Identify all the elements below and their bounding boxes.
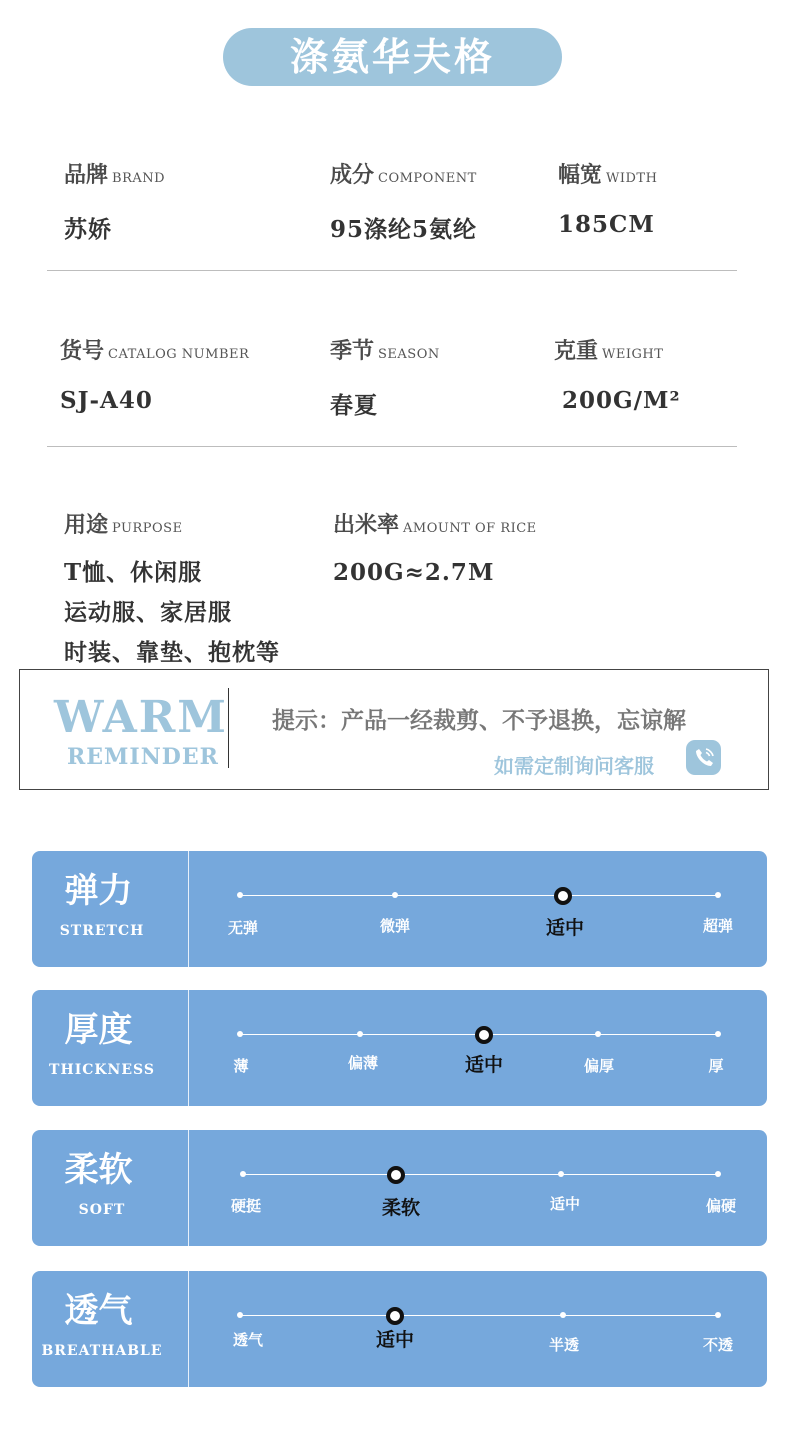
page-title: 涤氨华夫格 bbox=[223, 28, 562, 86]
spec-label-en: SEASON bbox=[378, 347, 440, 362]
spec-value: 95涤纶5氨纶 bbox=[330, 216, 478, 243]
scale-option-label: 适中 bbox=[545, 917, 585, 939]
spec-label-en: WEIGHT bbox=[602, 347, 664, 362]
attribute-divider bbox=[188, 1130, 189, 1246]
scale-option-label: 适中 bbox=[464, 1054, 504, 1076]
spec-component bbox=[330, 158, 477, 244]
scale-marker bbox=[715, 1031, 721, 1037]
scale-marker-selected bbox=[386, 1307, 404, 1325]
spec-label-en: WIDTH bbox=[606, 171, 658, 186]
reminder-heading: REMINDER bbox=[67, 744, 219, 770]
scale-marker bbox=[715, 1312, 721, 1318]
spec-label-en: CATALOG NUMBER bbox=[108, 347, 250, 362]
scale-marker-selected bbox=[554, 887, 572, 905]
scale-marker-selected bbox=[387, 1166, 405, 1184]
spec-label: 季节 bbox=[330, 338, 375, 364]
spec-purpose bbox=[64, 508, 280, 673]
attribute-card-thickness bbox=[32, 990, 767, 1106]
divider bbox=[47, 446, 737, 447]
spec-label-en: PURPOSE bbox=[112, 521, 183, 536]
spec-label-en: BRAND bbox=[112, 171, 166, 186]
divider bbox=[47, 270, 737, 271]
contact-link[interactable]: 如需定制询问客服 bbox=[494, 754, 654, 778]
spec-label: 出米率 bbox=[333, 512, 400, 538]
scale-option-label: 偏厚 bbox=[583, 1057, 615, 1075]
spec-label-en: AMOUNT OF RICE bbox=[403, 521, 537, 536]
phone-icon[interactable] bbox=[686, 740, 721, 775]
scale-track bbox=[240, 895, 718, 896]
spec-label: 货号 bbox=[60, 338, 105, 364]
scale-option-label: 不透 bbox=[702, 1336, 734, 1354]
scale-option-label: 硬挺 bbox=[230, 1197, 262, 1215]
scale-track bbox=[243, 1174, 718, 1175]
spec-value: 200G≈2.7M bbox=[333, 559, 495, 586]
scale-marker bbox=[392, 892, 398, 898]
scale-marker bbox=[715, 1171, 721, 1177]
scale-marker bbox=[237, 1312, 243, 1318]
purpose-line: 时装、靠垫、抱枕等 bbox=[64, 639, 280, 666]
scale-option-label: 无弹 bbox=[227, 919, 259, 937]
scale-marker-selected bbox=[475, 1026, 493, 1044]
spec-catalog bbox=[60, 334, 249, 414]
purpose-line: 运动服、家居服 bbox=[64, 599, 232, 626]
scale-marker bbox=[560, 1312, 566, 1318]
scale-option-label: 半透 bbox=[548, 1336, 580, 1354]
scale-option-label: 透气 bbox=[232, 1331, 264, 1349]
spec-value: 春夏 bbox=[330, 392, 378, 419]
attribute-subtitle: BREATHABLE bbox=[41, 1343, 163, 1359]
attribute-subtitle: SOFT bbox=[78, 1202, 126, 1218]
spec-value: 185CM bbox=[558, 211, 655, 238]
scale-option-label: 偏硬 bbox=[705, 1197, 737, 1215]
attribute-divider bbox=[188, 990, 189, 1106]
scale-option-label: 适中 bbox=[549, 1195, 581, 1213]
attribute-title: 透气 bbox=[64, 1291, 133, 1331]
spec-label: 成分 bbox=[330, 162, 375, 188]
spec-weight bbox=[554, 334, 681, 414]
scale-option-label: 微弹 bbox=[379, 917, 411, 935]
scale-marker bbox=[237, 1031, 243, 1037]
scale-track bbox=[240, 1315, 718, 1316]
spec-brand bbox=[64, 158, 165, 244]
attribute-card-stretch bbox=[32, 851, 767, 967]
attribute-title: 厚度 bbox=[64, 1010, 133, 1050]
scale-option-label: 适中 bbox=[375, 1329, 415, 1351]
attribute-card-breathable bbox=[32, 1271, 767, 1387]
attribute-title: 柔软 bbox=[64, 1150, 133, 1190]
scale-marker bbox=[595, 1031, 601, 1037]
spec-width bbox=[558, 158, 657, 238]
warm-reminder-box bbox=[19, 669, 769, 790]
scale-option-label: 薄 bbox=[233, 1057, 249, 1075]
spec-label-en: COMPONENT bbox=[378, 171, 477, 186]
warm-heading: WARM bbox=[54, 692, 229, 743]
spec-value: 苏娇 bbox=[64, 216, 112, 243]
reminder-tip: 提示：产品一经裁剪、不予退换，忘谅解 bbox=[272, 707, 686, 734]
scale-marker bbox=[357, 1031, 363, 1037]
attribute-subtitle: THICKNESS bbox=[49, 1062, 155, 1078]
spec-value: SJ-A40 bbox=[60, 387, 153, 414]
purpose-line: T恤、休闲服 bbox=[64, 559, 203, 586]
scale-marker bbox=[237, 892, 243, 898]
spec-label: 用途 bbox=[64, 512, 109, 538]
spec-rice bbox=[333, 508, 537, 593]
scale-marker bbox=[240, 1171, 246, 1177]
scale-marker bbox=[558, 1171, 564, 1177]
attribute-title: 弹力 bbox=[64, 871, 133, 911]
attribute-subtitle: STRETCH bbox=[59, 923, 145, 939]
attribute-divider bbox=[188, 1271, 189, 1387]
spec-label: 幅宽 bbox=[558, 162, 603, 188]
spec-label: 克重 bbox=[554, 338, 599, 364]
scale-option-label: 超弹 bbox=[702, 917, 734, 935]
spec-label: 品牌 bbox=[64, 162, 109, 188]
reminder-divider bbox=[228, 688, 229, 768]
scale-option-label: 厚 bbox=[708, 1057, 724, 1075]
attribute-divider bbox=[188, 851, 189, 967]
scale-option-label: 偏薄 bbox=[347, 1054, 379, 1072]
scale-marker bbox=[715, 892, 721, 898]
spec-season bbox=[330, 334, 440, 420]
attribute-card-soft bbox=[32, 1130, 767, 1246]
scale-option-label: 柔软 bbox=[381, 1197, 421, 1219]
spec-value: 200G/M² bbox=[562, 387, 681, 414]
